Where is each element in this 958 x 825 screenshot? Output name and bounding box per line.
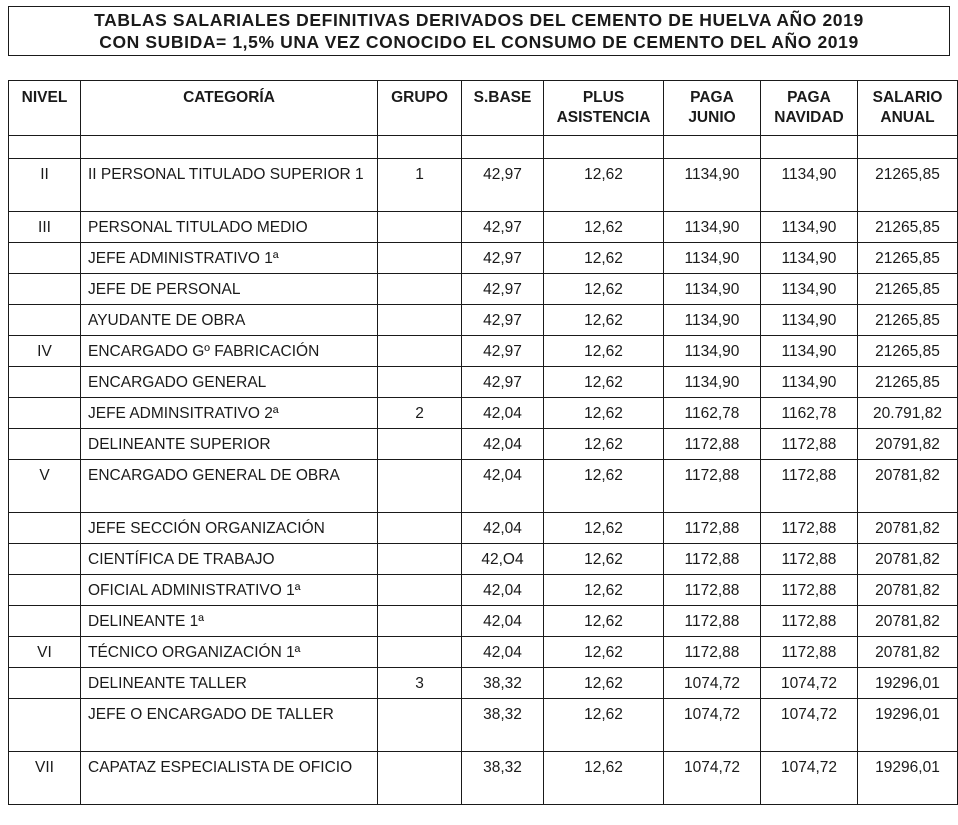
header-paga-junio: PAGA JUNIO bbox=[664, 81, 761, 136]
cell-sbase: 42,04 bbox=[462, 513, 544, 544]
cell-grupo: 2 bbox=[378, 398, 462, 429]
cell-salario-anual: 21265,85 bbox=[858, 336, 958, 367]
cell-salario-anual: 21265,85 bbox=[858, 243, 958, 274]
cell-nivel bbox=[9, 699, 81, 752]
table-row bbox=[9, 699, 958, 752]
cell-categoria: CIENTÍFICA DE TRABAJO bbox=[81, 544, 378, 575]
cell-paga-junio: 1172,88 bbox=[664, 429, 761, 460]
cell-grupo bbox=[378, 752, 462, 805]
cell-grupo: 3 bbox=[378, 668, 462, 699]
cell-categoria: TÉCNICO ORGANIZACIÓN 1ª bbox=[81, 637, 378, 668]
cell-paga-navidad: 1134,90 bbox=[761, 367, 858, 398]
cell-salario-anual: 21265,85 bbox=[858, 305, 958, 336]
cell-nivel bbox=[9, 243, 81, 274]
title-line-2: CON SUBIDA= 1,5% UNA VEZ CONOCIDO EL CONSUMO DE CEMENTO DEL AÑO 2019 bbox=[99, 32, 859, 52]
cell-nivel bbox=[9, 513, 81, 544]
cell-categoria: JEFE ADMINISTRATIVO 1ª bbox=[81, 243, 378, 274]
table-row bbox=[9, 398, 958, 429]
cell-nivel bbox=[9, 398, 81, 429]
cell-nivel: III bbox=[9, 212, 81, 243]
cell-salario-anual: 21265,85 bbox=[858, 274, 958, 305]
cell-sbase: 42,04 bbox=[462, 637, 544, 668]
cell-paga-navidad: 1134,90 bbox=[761, 212, 858, 243]
cell-paga-junio: 1134,90 bbox=[664, 212, 761, 243]
cell-nivel bbox=[9, 668, 81, 699]
cell-categoria: JEFE O ENCARGADO DE TALLER bbox=[81, 699, 378, 752]
blank-cell bbox=[378, 136, 462, 159]
cell-sbase: 42,04 bbox=[462, 575, 544, 606]
header-paga-navidad: PAGA NAVIDAD bbox=[761, 81, 858, 136]
header-plus-asistencia: PLUS ASISTENCIA bbox=[544, 81, 664, 136]
cell-grupo bbox=[378, 606, 462, 637]
cell-categoria: JEFE ADMINSITRATIVO 2ª bbox=[81, 398, 378, 429]
cell-paga-navidad: 1134,90 bbox=[761, 305, 858, 336]
table-row bbox=[9, 606, 958, 637]
cell-salario-anual: 20781,82 bbox=[858, 606, 958, 637]
cell-paga-navidad: 1172,88 bbox=[761, 429, 858, 460]
cell-categoria: JEFE DE PERSONAL bbox=[81, 274, 378, 305]
table-row bbox=[9, 336, 958, 367]
cell-plus-asistencia: 12,62 bbox=[544, 159, 664, 212]
cell-plus-asistencia: 12,62 bbox=[544, 637, 664, 668]
cell-nivel bbox=[9, 367, 81, 398]
blank-cell bbox=[9, 136, 81, 159]
cell-paga-navidad: 1134,90 bbox=[761, 243, 858, 274]
cell-salario-anual: 21265,85 bbox=[858, 212, 958, 243]
table-row bbox=[9, 243, 958, 274]
cell-sbase: 42,04 bbox=[462, 606, 544, 637]
blank-cell bbox=[462, 136, 544, 159]
table-row bbox=[9, 460, 958, 513]
cell-paga-navidad: 1172,88 bbox=[761, 637, 858, 668]
cell-paga-junio: 1134,90 bbox=[664, 367, 761, 398]
cell-nivel: VI bbox=[9, 637, 81, 668]
cell-sbase: 38,32 bbox=[462, 668, 544, 699]
table-row bbox=[9, 305, 958, 336]
blank-cell bbox=[761, 136, 858, 159]
cell-paga-junio: 1134,90 bbox=[664, 243, 761, 274]
cell-plus-asistencia: 12,62 bbox=[544, 367, 664, 398]
cell-paga-navidad: 1134,90 bbox=[761, 274, 858, 305]
cell-paga-junio: 1172,88 bbox=[664, 606, 761, 637]
table-row bbox=[9, 668, 958, 699]
cell-salario-anual: 19296,01 bbox=[858, 668, 958, 699]
cell-paga-junio: 1134,90 bbox=[664, 305, 761, 336]
cell-grupo bbox=[378, 429, 462, 460]
cell-categoria: DELINEANTE SUPERIOR bbox=[81, 429, 378, 460]
cell-grupo bbox=[378, 513, 462, 544]
table-row bbox=[9, 637, 958, 668]
cell-paga-junio: 1172,88 bbox=[664, 637, 761, 668]
cell-plus-asistencia: 12,62 bbox=[544, 513, 664, 544]
cell-salario-anual: 20781,82 bbox=[858, 544, 958, 575]
cell-nivel bbox=[9, 429, 81, 460]
cell-categoria: ENCARGADO Gº FABRICACIÓN bbox=[81, 336, 378, 367]
cell-grupo bbox=[378, 336, 462, 367]
cell-paga-junio: 1172,88 bbox=[664, 575, 761, 606]
cell-salario-anual: 21265,85 bbox=[858, 367, 958, 398]
cell-sbase: 42,97 bbox=[462, 212, 544, 243]
cell-paga-junio: 1134,90 bbox=[664, 274, 761, 305]
cell-sbase: 38,32 bbox=[462, 752, 544, 805]
cell-categoria: AYUDANTE DE OBRA bbox=[81, 305, 378, 336]
cell-sbase: 42,04 bbox=[462, 460, 544, 513]
table-row bbox=[9, 752, 958, 805]
cell-salario-anual: 19296,01 bbox=[858, 699, 958, 752]
cell-salario-anual: 20781,82 bbox=[858, 513, 958, 544]
cell-paga-junio: 1074,72 bbox=[664, 668, 761, 699]
cell-paga-junio: 1172,88 bbox=[664, 544, 761, 575]
cell-plus-asistencia: 12,62 bbox=[544, 606, 664, 637]
cell-sbase: 42,97 bbox=[462, 159, 544, 212]
cell-sbase: 42,97 bbox=[462, 243, 544, 274]
cell-paga-navidad: 1172,88 bbox=[761, 513, 858, 544]
cell-categoria: DELINEANTE TALLER bbox=[81, 668, 378, 699]
cell-nivel: VII bbox=[9, 752, 81, 805]
blank-cell bbox=[858, 136, 958, 159]
cell-grupo bbox=[378, 367, 462, 398]
cell-plus-asistencia: 12,62 bbox=[544, 243, 664, 274]
cell-plus-asistencia: 12,62 bbox=[544, 752, 664, 805]
cell-paga-navidad: 1074,72 bbox=[761, 699, 858, 752]
header-grupo: GRUPO bbox=[378, 81, 462, 136]
cell-paga-navidad: 1074,72 bbox=[761, 668, 858, 699]
cell-sbase: 42,97 bbox=[462, 305, 544, 336]
cell-paga-junio: 1172,88 bbox=[664, 513, 761, 544]
cell-paga-navidad: 1172,88 bbox=[761, 575, 858, 606]
header-categoria: CATEGORÍA bbox=[81, 81, 378, 136]
cell-sbase: 42,97 bbox=[462, 274, 544, 305]
blank-cell bbox=[81, 136, 378, 159]
table-row bbox=[9, 429, 958, 460]
cell-plus-asistencia: 12,62 bbox=[544, 274, 664, 305]
cell-salario-anual: 19296,01 bbox=[858, 752, 958, 805]
cell-paga-junio: 1134,90 bbox=[664, 336, 761, 367]
cell-nivel bbox=[9, 305, 81, 336]
cell-paga-junio: 1074,72 bbox=[664, 699, 761, 752]
cell-plus-asistencia: 12,62 bbox=[544, 544, 664, 575]
cell-paga-navidad: 1172,88 bbox=[761, 544, 858, 575]
cell-categoria: JEFE SECCIÓN ORGANIZACIÓN bbox=[81, 513, 378, 544]
cell-salario-anual: 20781,82 bbox=[858, 575, 958, 606]
cell-plus-asistencia: 12,62 bbox=[544, 212, 664, 243]
cell-categoria: II PERSONAL TITULADO SUPERIOR 1 bbox=[81, 159, 378, 212]
cell-paga-junio: 1134,90 bbox=[664, 159, 761, 212]
table-row bbox=[9, 367, 958, 398]
cell-grupo bbox=[378, 575, 462, 606]
cell-plus-asistencia: 12,62 bbox=[544, 575, 664, 606]
table-row bbox=[9, 212, 958, 243]
header-salario-anual: SALARIO ANUAL bbox=[858, 81, 958, 136]
document-title bbox=[8, 6, 950, 56]
cell-grupo bbox=[378, 212, 462, 243]
cell-nivel bbox=[9, 575, 81, 606]
cell-grupo bbox=[378, 460, 462, 513]
cell-categoria: PERSONAL TITULADO MEDIO bbox=[81, 212, 378, 243]
cell-grupo bbox=[378, 243, 462, 274]
cell-nivel: V bbox=[9, 460, 81, 513]
blank-cell bbox=[664, 136, 761, 159]
cell-nivel: IV bbox=[9, 336, 81, 367]
table-row bbox=[9, 159, 958, 212]
salary-table bbox=[8, 80, 958, 805]
cell-sbase: 42,04 bbox=[462, 398, 544, 429]
cell-grupo bbox=[378, 544, 462, 575]
cell-grupo bbox=[378, 699, 462, 752]
cell-sbase: 38,32 bbox=[462, 699, 544, 752]
title-line-1: TABLAS SALARIALES DEFINITIVAS DERIVADOS DEL CEMENTO DE HUELVA AÑO 2019 bbox=[94, 10, 864, 30]
header-nivel: NIVEL bbox=[9, 81, 81, 136]
header-row bbox=[9, 81, 958, 136]
cell-nivel bbox=[9, 606, 81, 637]
cell-paga-junio: 1074,72 bbox=[664, 752, 761, 805]
blank-cell bbox=[544, 136, 664, 159]
table-row bbox=[9, 575, 958, 606]
cell-plus-asistencia: 12,62 bbox=[544, 398, 664, 429]
blank-row bbox=[9, 136, 958, 159]
cell-plus-asistencia: 12,62 bbox=[544, 668, 664, 699]
cell-salario-anual: 20.791,82 bbox=[858, 398, 958, 429]
cell-salario-anual: 20781,82 bbox=[858, 460, 958, 513]
cell-categoria: DELINEANTE 1ª bbox=[81, 606, 378, 637]
cell-paga-navidad: 1162,78 bbox=[761, 398, 858, 429]
cell-paga-navidad: 1172,88 bbox=[761, 606, 858, 637]
header-sbase: S.BASE bbox=[462, 81, 544, 136]
cell-sbase: 42,97 bbox=[462, 336, 544, 367]
cell-paga-navidad: 1074,72 bbox=[761, 752, 858, 805]
cell-nivel bbox=[9, 274, 81, 305]
table-row bbox=[9, 513, 958, 544]
cell-grupo bbox=[378, 637, 462, 668]
cell-salario-anual: 20791,82 bbox=[858, 429, 958, 460]
cell-sbase: 42,O4 bbox=[462, 544, 544, 575]
cell-plus-asistencia: 12,62 bbox=[544, 699, 664, 752]
cell-sbase: 42,04 bbox=[462, 429, 544, 460]
cell-categoria: ENCARGADO GENERAL bbox=[81, 367, 378, 398]
cell-paga-navidad: 1134,90 bbox=[761, 336, 858, 367]
cell-plus-asistencia: 12,62 bbox=[544, 429, 664, 460]
cell-nivel bbox=[9, 544, 81, 575]
cell-plus-asistencia: 12,62 bbox=[544, 305, 664, 336]
cell-paga-navidad: 1134,90 bbox=[761, 159, 858, 212]
cell-categoria: CAPATAZ ESPECIALISTA DE OFICIO bbox=[81, 752, 378, 805]
cell-grupo bbox=[378, 274, 462, 305]
cell-paga-navidad: 1172,88 bbox=[761, 460, 858, 513]
cell-nivel: II bbox=[9, 159, 81, 212]
cell-categoria: OFICIAL ADMINISTRATIVO 1ª bbox=[81, 575, 378, 606]
cell-sbase: 42,97 bbox=[462, 367, 544, 398]
cell-salario-anual: 21265,85 bbox=[858, 159, 958, 212]
cell-grupo bbox=[378, 305, 462, 336]
cell-salario-anual: 20781,82 bbox=[858, 637, 958, 668]
cell-categoria: ENCARGADO GENERAL DE OBRA bbox=[81, 460, 378, 513]
table-row bbox=[9, 274, 958, 305]
table-row bbox=[9, 544, 958, 575]
cell-paga-junio: 1162,78 bbox=[664, 398, 761, 429]
cell-paga-junio: 1172,88 bbox=[664, 460, 761, 513]
cell-grupo: 1 bbox=[378, 159, 462, 212]
cell-plus-asistencia: 12,62 bbox=[544, 460, 664, 513]
cell-plus-asistencia: 12,62 bbox=[544, 336, 664, 367]
